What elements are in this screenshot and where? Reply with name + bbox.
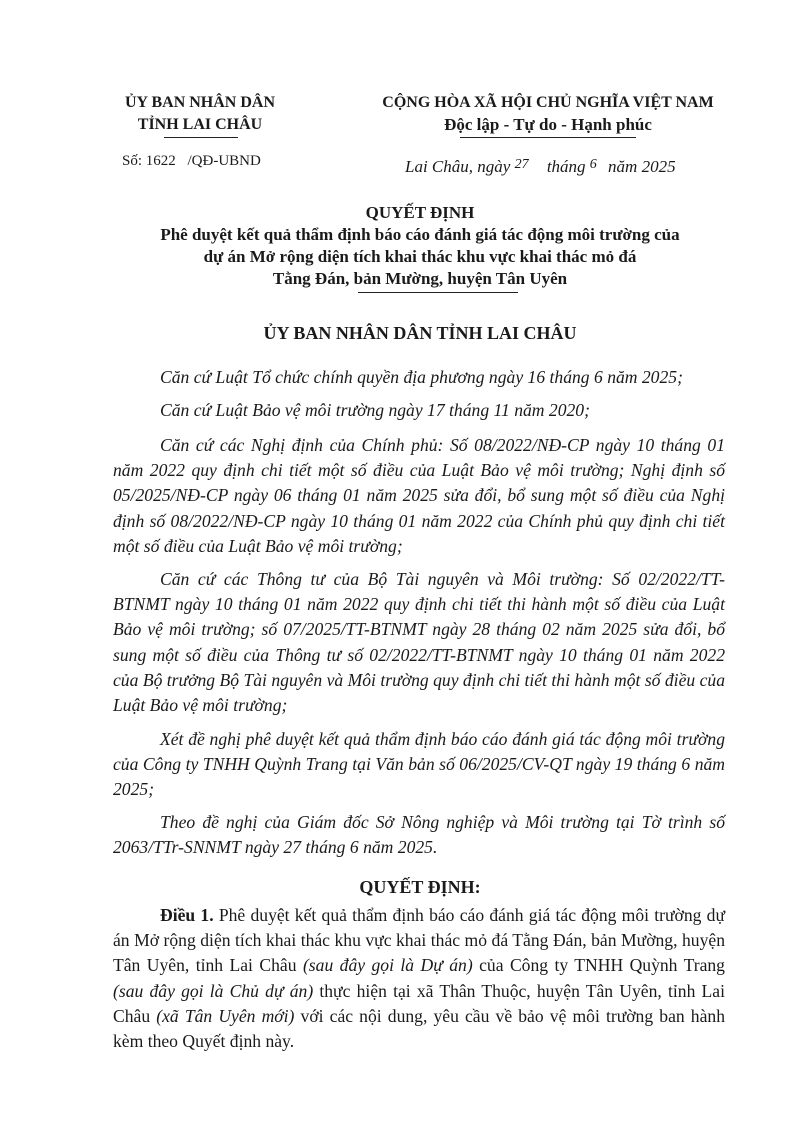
- agency-line-2: TỈNH LAI CHÂU: [137, 116, 263, 133]
- number-value: 1622: [145, 153, 176, 169]
- date-year: năm 2025: [608, 157, 676, 176]
- date-prefix: Lai Châu, ngày: [405, 157, 511, 176]
- title-line-2: dự án Mở rộng diện tích khai thác khu vực khai thác mỏ đá: [203, 247, 637, 266]
- document-number: [122, 152, 261, 170]
- article-1-text-2: của Công ty TNHH Quỳnh Trang: [472, 955, 725, 976]
- number-suffix: /QĐ-UBND: [187, 153, 261, 169]
- article-1-note-2: (sau đây gọi là Chủ dự án): [113, 980, 314, 1001]
- article-1-text-4: với các nội dung, yêu cầu về bảo vệ môi trường ban hành kèm theo Quyết định này.: [113, 1005, 725, 1052]
- date-month: 6: [589, 157, 597, 172]
- article-1-label: Điều 1.: [160, 905, 214, 925]
- title-line-3: Tằng Đán, bản Mường, huyện Tân Uyên: [272, 269, 568, 288]
- agency-line-1: ỦY BAN NHÂN DÂN: [124, 94, 276, 111]
- article-1: [113, 903, 725, 1054]
- title-line-1: Phê duyệt kết quả thẩm định báo cáo đánh giá tác động môi trường của: [160, 225, 680, 244]
- issue-date: [405, 155, 676, 177]
- issuer-heading: ỦY BAN NHÂN DÂN TỈNH LAI CHÂU: [263, 323, 577, 343]
- national-motto: [355, 92, 741, 136]
- basis-paragraph-4: Căn cứ các Thông tư của Bộ Tài nguyên và Môi trường: Số 02/2022/TT-BTNMT ngày 10 tháng 01 năm 2022 quy định chi tiết thi hành một số điều của Luật Bảo vệ môi trường; số 07/2025/TT-BTNMT ngày 28 tháng 02 năm 2025 sửa đổi, bổ sung một số điều của Thông tư số 02/2022/TT-BTNMT ngày 10 tháng 01 năm 2022 của Bộ trưởng Bộ Tài nguyên và Môi trường quy định chi tiết thi hành một số điều của Luật Bảo vệ môi trường;: [113, 569, 725, 716]
- basis-paragraph-6: Theo đề nghị của Giám đốc Sở Nông nghiệp và Môi trường tại Tờ trình số 2063/TTr-SNNMT ngày 27 tháng 6 năm 2025.: [113, 812, 725, 858]
- decision-heading: QUYẾT ĐỊNH:: [359, 877, 481, 897]
- article-1-text-1: Phê duyệt kết quả thẩm định báo cáo đánh giá tác động môi trường dự án Mở rộng diện tích khai thác khu vực khai thác mỏ đá Tằng Đán, bản Mường, huyện Tân Uyên, tỉnh Lai Châu: [113, 905, 726, 976]
- motto-underline: [460, 137, 636, 138]
- article-1-note-1: (sau đây gọi là Dự án): [302, 955, 473, 976]
- issuing-agency: [100, 92, 300, 136]
- date-month-word: tháng: [546, 157, 586, 176]
- motto-line-1: CỘNG HÒA XÃ HỘI CHỦ NGHĨA VIỆT NAM: [382, 94, 714, 111]
- date-day: 27: [514, 157, 529, 172]
- basis-paragraph-5: Xét đề nghị phê duyệt kết quả thẩm định báo cáo đánh giá tác động môi trường của Công ty TNHH Quỳnh Trang tại Văn bản số 06/2025/CV-QT ngày 19 tháng 6 năm 2025;: [113, 729, 725, 800]
- article-1-text-3: thực hiện tại xã Thân Thuộc, huyện Tân Uyên, tỉnh Lai Châu: [113, 980, 725, 1026]
- article-1-note-3: (xã Tân Uyên mới): [156, 1005, 295, 1026]
- basis-paragraph-1: Căn cứ Luật Tổ chức chính quyền địa phương ngày 16 tháng 6 năm 2025;: [160, 367, 683, 387]
- basis-paragraph-3: Căn cứ các Nghị định của Chính phủ: Số 08/2022/NĐ-CP ngày 10 tháng 01 năm 2022 quy định chi tiết một số điều của Luật Bảo vệ môi trường; Nghị định số 05/2025/NĐ-CP ngày 06 tháng 01 năm 2025 sửa đổi, bổ sung một số điều của Nghị định số 08/2022/NĐ-CP ngày 10 tháng 01 năm 2022 của Chính phủ quy định chi tiết một số điều của Luật Bảo vệ môi trường;: [113, 435, 725, 556]
- basis-paragraph-2: Căn cứ Luật Bảo vệ môi trường ngày 17 tháng 11 năm 2020;: [160, 400, 590, 420]
- document-title: [100, 202, 740, 290]
- number-prefix: Số:: [122, 153, 143, 169]
- title-heading: QUYẾT ĐỊNH: [365, 203, 475, 222]
- title-underline: [358, 292, 518, 293]
- motto-line-2: Độc lập - Tự do - Hạnh phúc: [444, 115, 652, 134]
- agency-underline: [164, 137, 238, 138]
